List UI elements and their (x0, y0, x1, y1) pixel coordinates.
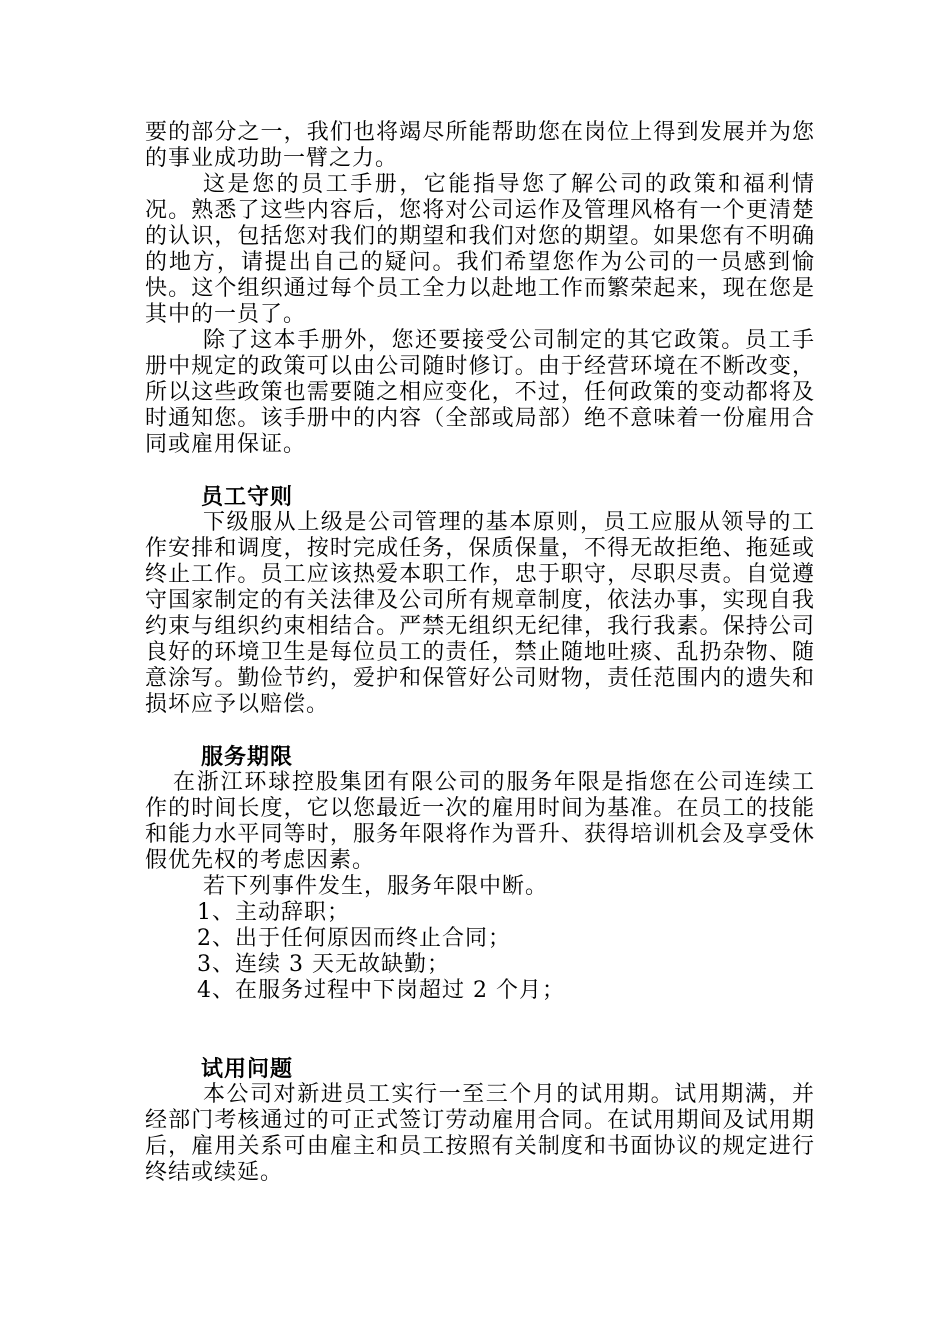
intro-continuation-paragraph: 要的部分之一，我们也将竭尽所能帮助您在岗位上得到发展并为您的事业成功助一臂之力。 (145, 120, 815, 171)
list-item: 2、出于任何原因而终止合同； (197, 926, 511, 951)
list-item: 1、主动辞职； (197, 900, 350, 925)
code-of-conduct-heading: 员工守则 (201, 484, 294, 510)
handbook-paragraph: 这是您的员工手册，它能指导您了解公司的政策和福利情况。熟悉了这些内容后，您将对公司运作及管理风格有一个更清楚的认识，包括您对我们的期望和我们对您的期望。如果您有不明确的地方，请提出自己的疑问。我们希望您作为公司的一员感到愉快。这个组织通过每个员工全力以赴地工作而繁荣起来，现在您是其中的一员了。 (145, 172, 815, 327)
section-spacer (145, 458, 815, 484)
code-of-conduct-paragraph: 下级服从上级是公司管理的基本原则，员工应服从领导的工作安排和调度，按时完成任务，保质保量，不得无故拒绝、拖延或终止工作。员工应该热爱本职工作，忠于职守，尽职尽责。自觉遵守国家制定的有关法律及公司所有规章制度，依法办事，实现自我约束与组织约束相结合。严禁无组织无纪律，我行我素。保持公司良好的环境卫生是每位员工的责任，禁止随地吐痰、乱扔杂物、随意涂写。勤俭节约，爱护和保管好公司财物，责任范围内的遗失和损坏应予以赔偿。 (145, 510, 815, 717)
list-item: 3、连续 3 天无故缺勤； (197, 952, 450, 977)
service-term-heading: 服务期限 (201, 744, 294, 770)
probation-heading: 试用问题 (201, 1056, 294, 1082)
section-spacer (145, 1004, 815, 1056)
policy-paragraph: 除了这本手册外，您还要接受公司制定的其它政策。员工手册中规定的政策可以由公司随时修订。由于经营环境在不断改变，所以这些政策也需要随之相应变化，不过，任何政策的变动都将及时通知您。该手册中的内容（全部或局部）绝不意味着一份雇用合同或雇用保证。 (145, 328, 815, 457)
section-spacer (145, 718, 815, 744)
list-item: 4、在服务过程中下岗超过 2 个月； (197, 978, 565, 1003)
probation-paragraph: 本公司对新进员工实行一至三个月的试用期。试用期满，并经部门考核通过的可正式签订劳动雇用合同。在试用期间及试用期后，雇用关系可由雇主和员工按照有关制度和书面协议的规定进行终结或续延。 (145, 1082, 815, 1185)
service-term-paragraph: 在浙江环球控股集团有限公司的服务年限是指您在公司连续工作的时间长度，它以您最近一次的雇用时间为基准。在员工的技能和能力水平同等时，服务年限将作为晋升、获得培训机会及享受休假优先权的考虑因素。 (145, 770, 815, 873)
service-interrupt-list (145, 900, 815, 1004)
service-interrupt-intro: 若下列事件发生，服务年限中断。 (203, 874, 549, 899)
document-body (145, 120, 815, 1186)
